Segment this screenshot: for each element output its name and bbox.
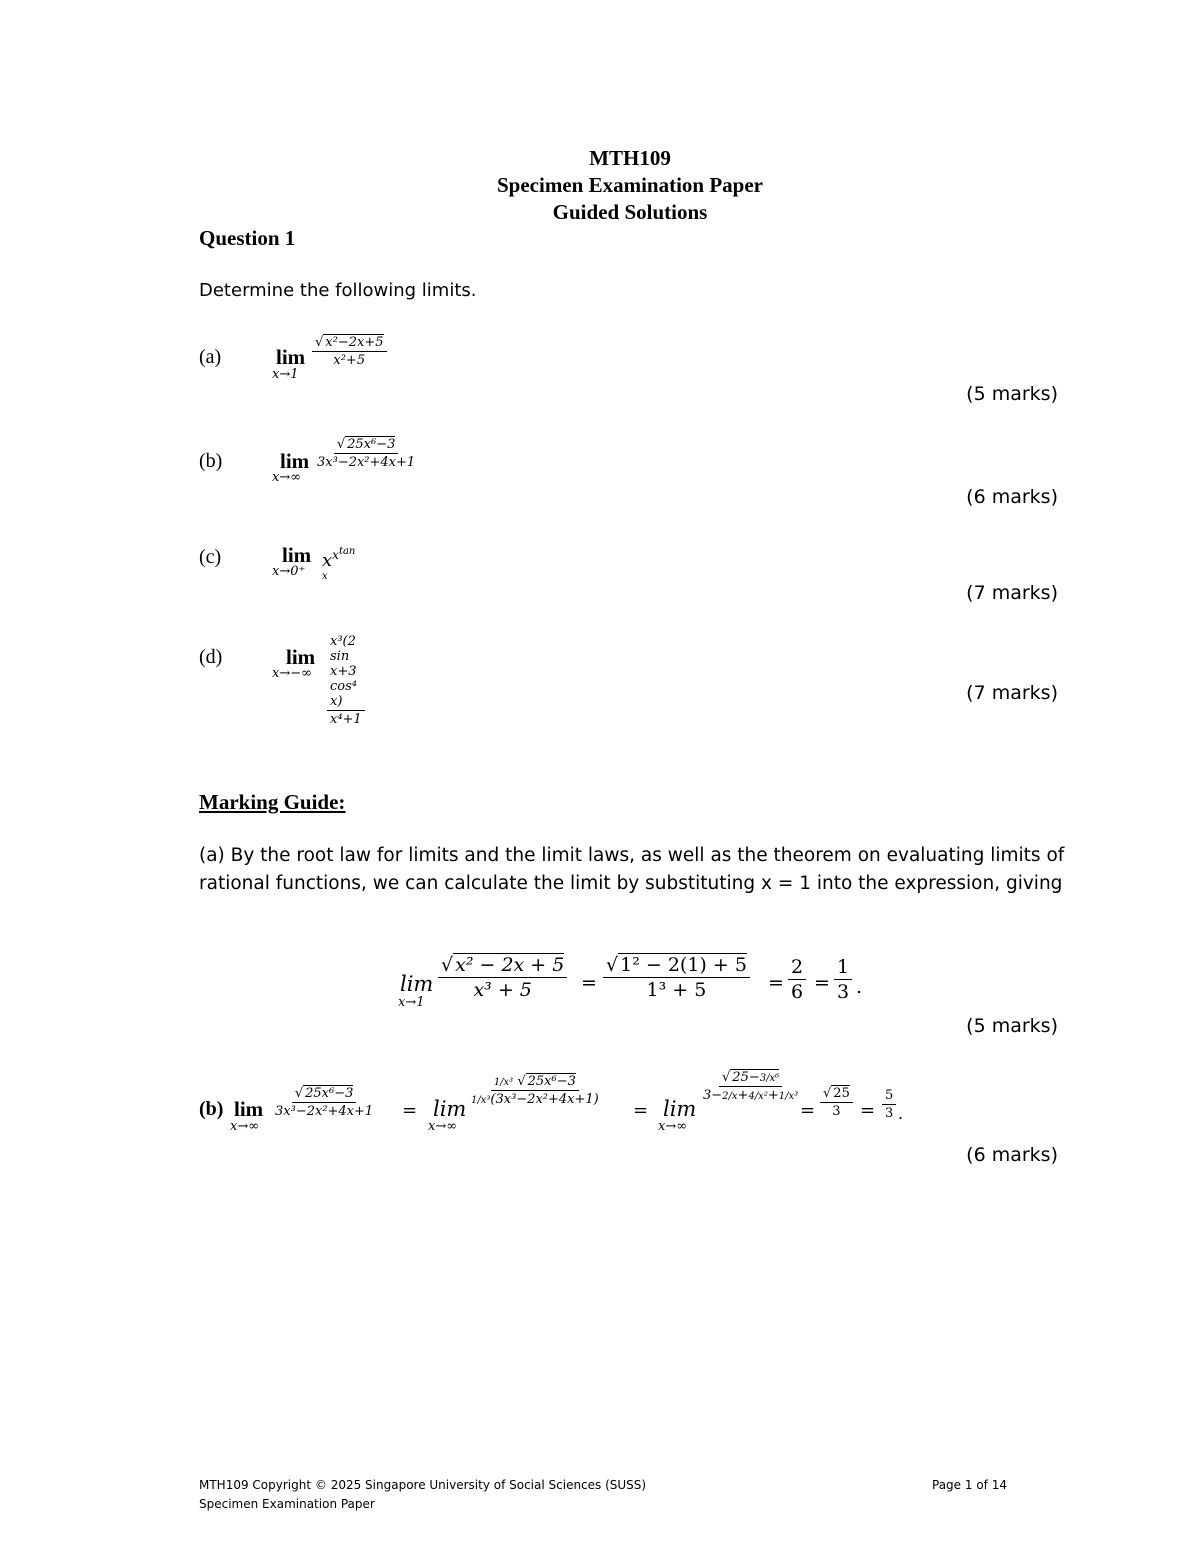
part-a-solution-text: (a) By the root law for limits and the limit laws, as well as the theorem on evaluating limits of rational functions, we can calculate the limit by substituting x = 1 into the expression, giving [199, 845, 1065, 894]
part-c-label: (c) [199, 546, 222, 568]
part-d-label: (d) [199, 646, 223, 668]
footer-page-number: Page 1 of 14 [932, 1478, 1007, 1492]
part-d-marks: (7 marks) [966, 682, 1058, 704]
footer-subtitle: Specimen Examination Paper [199, 1497, 375, 1511]
doc-title: Specimen Examination Paper [497, 173, 763, 197]
part-b-marks: (6 marks) [966, 486, 1058, 508]
part-b-solution-equation: lim x→∞ $\frac{\text{√ 25x⁶−3}}{\text{3x³−2x²+4x+1}}$ = lim x→∞ $\frac{\text{1/x³ √ 25x⁶−3}}{\text{1/x³(3x³−2x²+4x+1)}}$ = lim x→∞ $\frac{\text{√ 25−3/x⁶}}{\text{3−2/x+4/x²+1/x³}}$ = $\frac{√ 25}{3}$ = $\frac{5}{3}$ . [230, 1070, 904, 1134]
question-instruction: Determine the following limits. [199, 280, 477, 301]
part-a-solution-marks: (5 marks) [966, 1015, 1058, 1037]
part-a-marks: (5 marks) [966, 383, 1058, 405]
part-b-solution-label: (b) [199, 1098, 224, 1120]
part-b-solution-marks: (6 marks) [966, 1144, 1058, 1166]
part-c-marks: (7 marks) [966, 582, 1058, 604]
part-a-solution-equation: lim x→1 $\frac{\text{√ x² − 2x + 5}}{\text{x³ + 5}}$ = $\frac{\text{√ 1² − 2(1) + 5}}{\text{1³ + 5}}$ = $\frac{2}{6}$ = $\frac{1}{3}$ . [398, 954, 863, 1010]
footer-copyright: MTH109 Copyright © 2025 Singapore University of Social Sciences (SUSS) [199, 1478, 647, 1492]
part-a-label: (a) [199, 346, 222, 368]
marking-guide-title: Marking Guide: [199, 790, 346, 814]
doc-subtitle: Guided Solutions [552, 200, 708, 224]
part-b-label: (b) [199, 450, 223, 472]
doc-code: MTH109 [589, 146, 671, 170]
question-title: Question 1 [199, 226, 296, 250]
